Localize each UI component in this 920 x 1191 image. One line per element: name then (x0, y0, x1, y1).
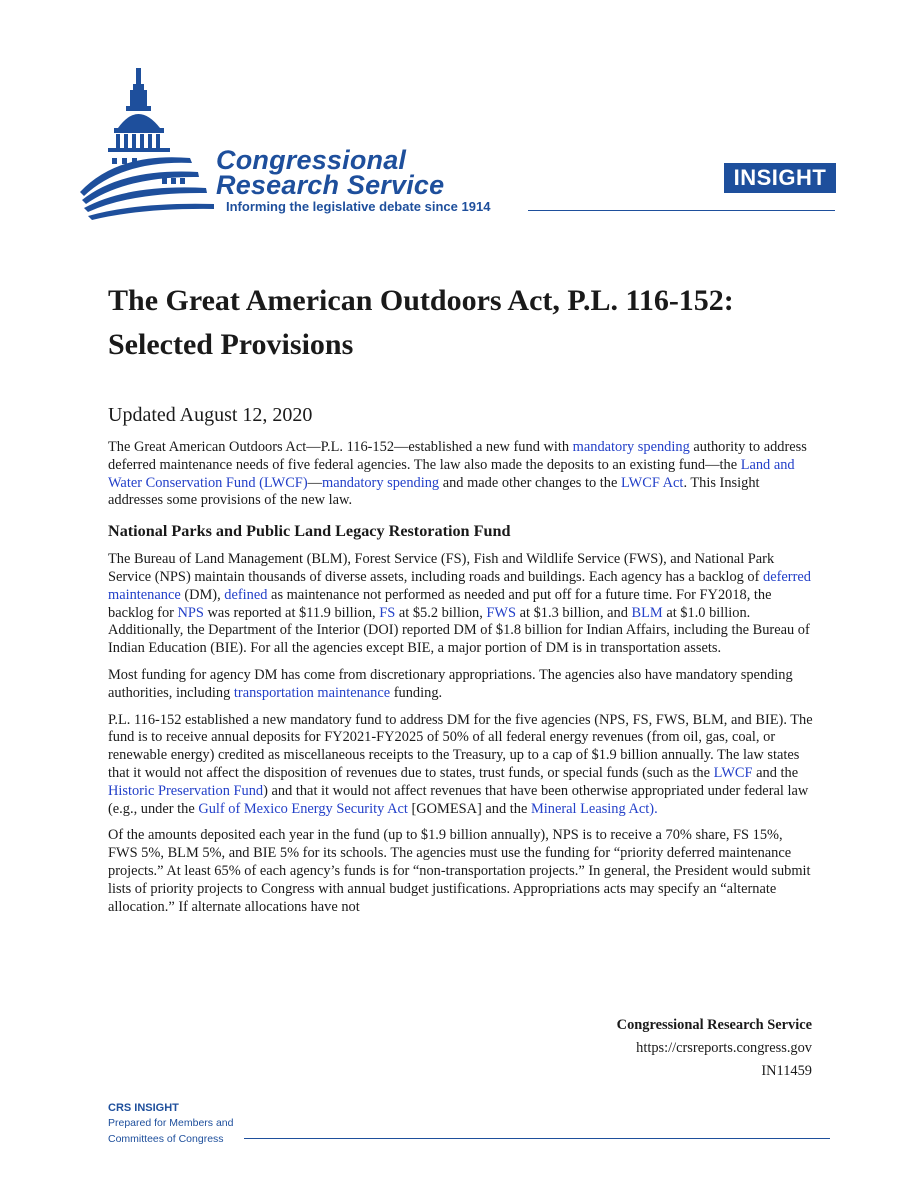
footer-url[interactable]: https://crsreports.congress.gov (636, 1040, 812, 1056)
link-lwcf-2[interactable]: LWCF (713, 764, 753, 781)
link-mineral-leasing-act[interactable]: Mineral Leasing Act). (530, 800, 658, 817)
text-run: was reported at $11.9 billion, (203, 604, 380, 621)
link-lwcf[interactable]: Land and Water Conservation Fund (LWCF) (108, 456, 795, 491)
intro-paragraph (108, 439, 814, 510)
text-run: ) and that it would not affect revenues that have been otherwise appropriated under federal law (e.g., under the (108, 782, 809, 817)
text-run: P.L. 116-152 established a new mandatory fund to address DM for the five agencies (NPS, FS, FWS, BLM, and BIE). The fund is to receive annual deposits for FY2021-FY2025 of 50% of all federal energy revenues (from oil, gas, coal, or renewable energy) credited as miscellaneous receipts to the Treasury, up to a cap of $1.9 billion annually. The law states that it would not affect the disposition of revenues due to states, trust funds, or special funds (such as the (108, 711, 813, 781)
prepared-for-line1: Prepared for Members and (108, 1117, 234, 1129)
link-nps[interactable]: NPS (177, 604, 204, 621)
section-heading: National Parks and Public Land Legacy Restoration Fund (108, 522, 511, 541)
text-run: funding. (390, 684, 443, 701)
text-run: authority to address deferred maintenance needs of five federal agencies. The law also made the deposits to an existing fund—the (108, 439, 807, 473)
text-run: as maintenance not performed as needed and put off for a future time. For FY2018, the backlog for (108, 586, 772, 621)
text-run: . This Insight addresses some provisions of the new law. (108, 474, 760, 509)
updated-date: Updated August 12, 2020 (108, 404, 313, 426)
org-tagline: Informing the legislative debate since 1914 (226, 199, 491, 214)
text-run: at $1.0 billion. Additionally, the Department of the Interior (DOI) reported DM of $1.8 billion for Indian Affairs, including the Bureau of Indian Education (BIE). For all the agencies except BIE, a major portion of DM is in transportation assets. (108, 604, 810, 657)
text-run: [GOMESA] and the (407, 800, 531, 817)
text-run: and the (752, 764, 799, 781)
link-gomesa[interactable]: Gulf of Mexico Energy Security Act (198, 800, 408, 817)
paragraph-funding (108, 667, 814, 703)
org-name-line2: Research Service (216, 170, 445, 200)
page-title: The Great American Outdoors Act, P.L. 116-152: Selected Provisions (108, 284, 734, 361)
link-blm[interactable]: BLM (631, 604, 663, 621)
link-transportation-maintenance[interactable]: transportation maintenance (233, 684, 391, 701)
org-name-line1: Congressional (216, 145, 407, 175)
link-mandatory-spending-2[interactable]: mandatory spending (322, 474, 440, 491)
text-run: at $5.2 billion, (395, 604, 487, 621)
text-run: (DM), (180, 586, 225, 603)
text-run: The Bureau of Land Management (BLM), Forest Service (FS), Fish and Wildlife Service (FWS), and National Park Service (NPS) maintain thousands of diverse assets, including roads and buildings. Each agency has a backlog of (108, 551, 775, 585)
link-mandatory-spending[interactable]: mandatory spending (572, 439, 690, 455)
link-defined[interactable]: defined (224, 586, 268, 603)
crs-insight-label (108, 1102, 233, 1147)
crs-logo (78, 66, 838, 226)
text-run: — (307, 474, 322, 491)
link-lwcf-act[interactable]: LWCF Act (620, 474, 684, 491)
paragraph-allocation (108, 827, 814, 916)
link-fs[interactable]: FS (379, 604, 396, 621)
paragraph-new-fund (108, 712, 814, 819)
crs-insight-title: CRS INSIGHT (108, 1102, 179, 1114)
insight-badge: INSIGHT (724, 163, 836, 193)
report-id: IN11459 (761, 1063, 812, 1079)
footer-org: Congressional Research Service (616, 1017, 812, 1033)
text-run: at $1.3 billion, and (516, 604, 632, 621)
link-fws[interactable]: FWS (486, 604, 517, 621)
link-deferred-maintenance[interactable]: deferred maintenance (108, 568, 811, 603)
text-run: Most funding for agency DM has come from discretionary appropriations. The agencies also have mandatory spending authorities, including (108, 666, 793, 701)
crs-footer (617, 1014, 812, 1083)
text-run: The Great American Outdoors Act—P.L. 116-152—established a new fund with (108, 439, 573, 455)
link-historic-preservation-fund[interactable]: Historic Preservation Fund (108, 782, 264, 799)
document-body (108, 439, 814, 925)
capitol-dome-icon (78, 66, 218, 226)
text-run: and made other changes to the (439, 474, 621, 491)
tagline-rule (528, 210, 835, 211)
text-run: Of the amounts deposited each year in the fund (up to $1.9 billion annually), NPS is to receive a 70% share, FS 15%, FWS 5%, BLM 5%, and BIE 5% for its schools. The agencies must use the funding for “priority deferred maintenance projects.” At least 65% of each agency’s funds is for “non-transportation projects.” In general, the President would submit lists of priority projects to Congress with annual budget justifications. Appropriations acts may specify an “alternate allocation.” If alternate allocations have not (108, 827, 811, 915)
prepared-for-line2: Committees of Congress (108, 1133, 224, 1145)
paragraph-agencies (108, 551, 814, 658)
footer-rule (244, 1138, 830, 1139)
